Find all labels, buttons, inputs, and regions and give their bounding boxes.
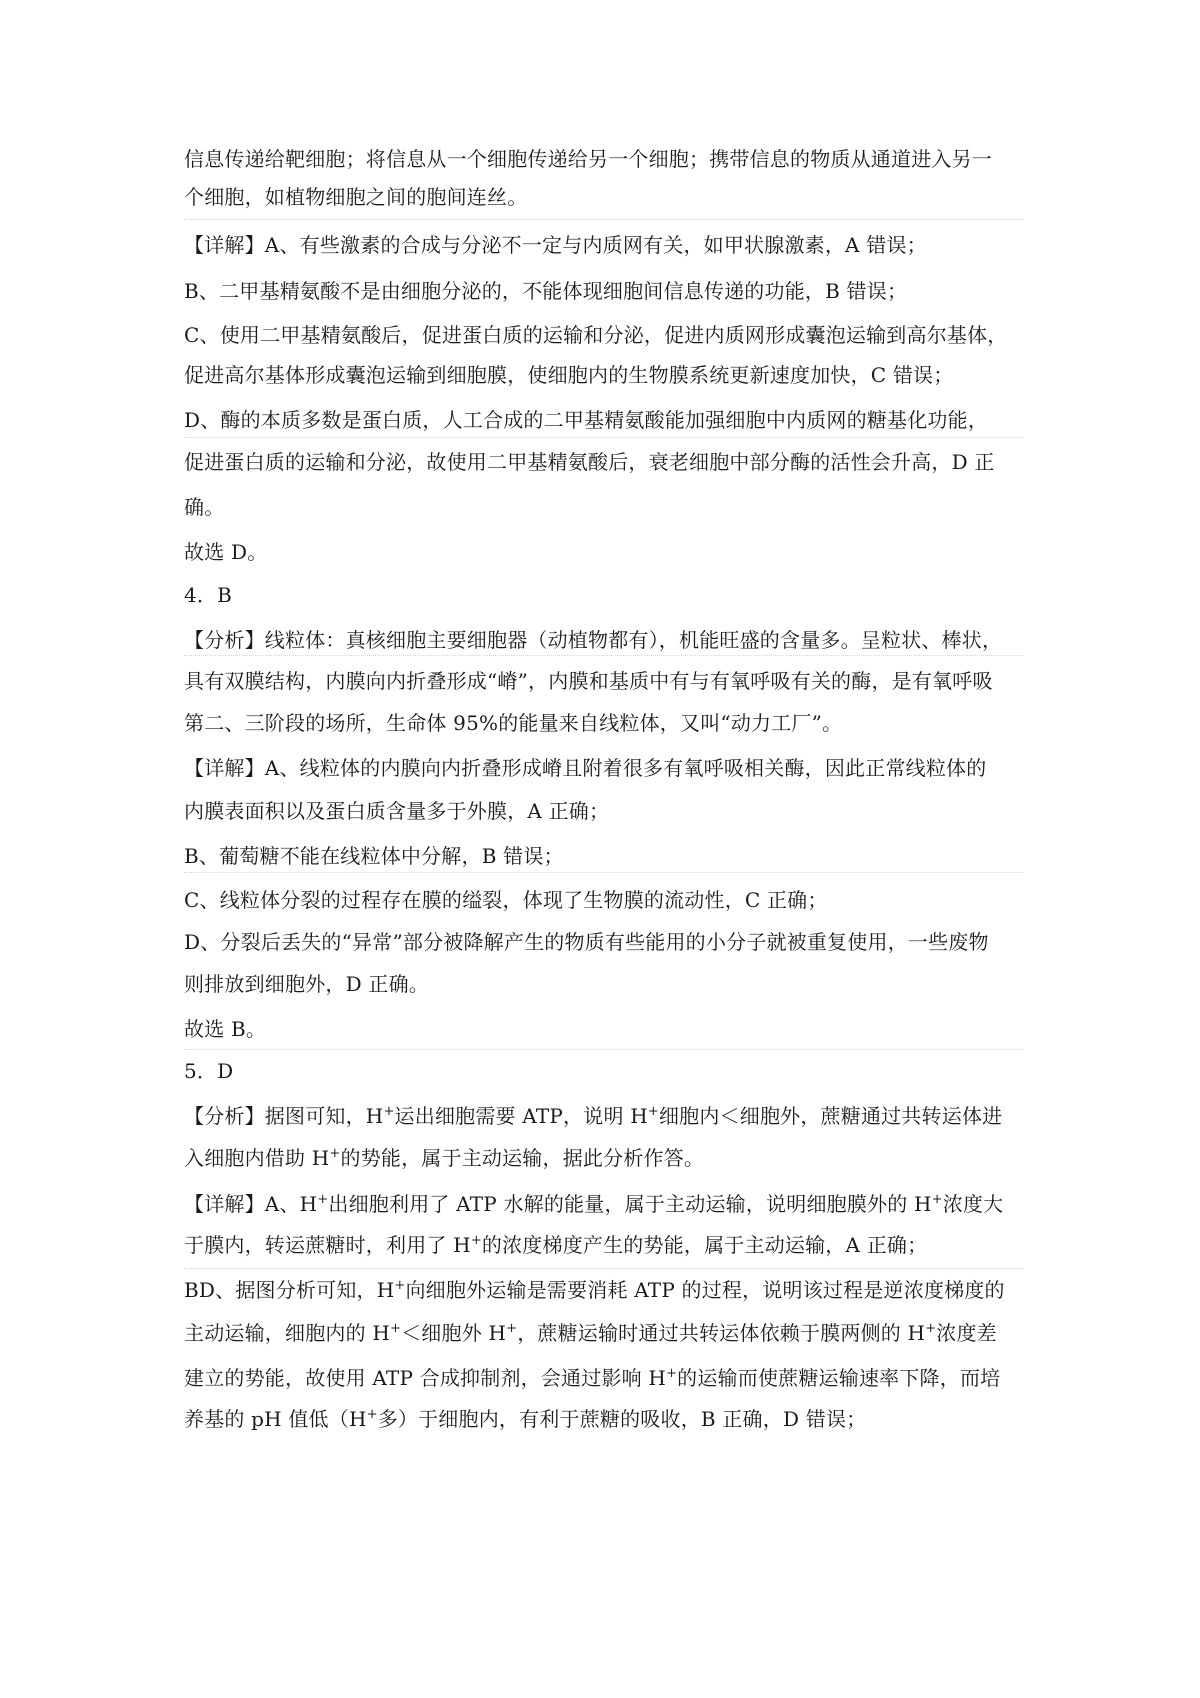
text-segment: 【详解】A、有些激素的合成与分泌不一定与内质网有关，如甲状腺激素，A 错误； bbox=[184, 233, 927, 257]
text-segment: 的势能，属于主动运输，据此分析作答。 bbox=[340, 1146, 705, 1170]
text-line bbox=[184, 232, 1024, 258]
text-line bbox=[184, 362, 1024, 388]
text-line bbox=[184, 755, 1024, 781]
text-segment: 促进蛋白质的运输和分泌，故使用二甲基精氨酸后，衰老细胞中部分酶的活性会升高，D 正 bbox=[184, 450, 995, 474]
superscript-charge: + bbox=[366, 1407, 378, 1422]
text-segment: 运出细胞需要 ATP，说明 H bbox=[394, 1104, 648, 1128]
text-segment: 4．B bbox=[184, 583, 233, 607]
text-line bbox=[184, 1320, 1024, 1346]
line-separator bbox=[184, 219, 1024, 220]
text-line bbox=[184, 1058, 1024, 1084]
line-separator bbox=[184, 437, 1024, 438]
text-line bbox=[184, 1277, 1024, 1303]
line-separator bbox=[184, 1049, 1024, 1050]
text-line bbox=[184, 278, 1024, 304]
text-segment: 建立的势能，故使用 ATP 合成抑制剂，会通过影响 H bbox=[184, 1366, 667, 1390]
text-segment: 出细胞利用了 ATP 水解的能量，属于主动运输，说明细胞膜外的 H bbox=[328, 1192, 932, 1216]
text-segment: 则排放到细胞外，D 正确。 bbox=[184, 972, 429, 996]
text-segment: 确。 bbox=[184, 495, 225, 519]
text-segment: 故选 B。 bbox=[184, 1017, 267, 1041]
text-line bbox=[184, 1406, 1024, 1432]
text-segment: 5．D bbox=[184, 1059, 234, 1083]
superscript-charge: + bbox=[470, 1233, 482, 1248]
text-line bbox=[184, 1191, 1024, 1217]
text-line bbox=[184, 184, 1024, 210]
text-segment: 【详解】A、线粒体的内膜向内折叠形成嵴且附着很多有氧呼吸相关酶，因此正常线粒体的 bbox=[184, 756, 987, 780]
text-segment: BD、据图分析可知，H bbox=[184, 1278, 395, 1302]
text-segment: ＜细胞外 H bbox=[401, 1321, 507, 1345]
superscript-charge: + bbox=[390, 1321, 402, 1336]
text-line bbox=[184, 929, 1024, 955]
superscript-charge: + bbox=[931, 1192, 943, 1207]
text-line bbox=[184, 582, 1024, 608]
text-segment: B、二甲基精氨酸不是由细胞分泌的，不能体现细胞间信息传递的功能，B 错误； bbox=[184, 279, 908, 303]
text-line bbox=[184, 627, 1024, 653]
superscript-charge: + bbox=[317, 1192, 329, 1207]
text-line bbox=[184, 798, 1024, 824]
text-segment: 【分析】据图可知，H bbox=[184, 1104, 384, 1128]
text-line bbox=[184, 494, 1024, 520]
line-separator bbox=[184, 1268, 1024, 1269]
text-segment: ，蔗糖运输时通过共转运体依赖于膜两侧的 H bbox=[517, 1321, 926, 1345]
text-segment: 个细胞，如植物细胞之间的胞间连丝。 bbox=[184, 185, 528, 209]
text-line bbox=[184, 1016, 1024, 1042]
text-segment: C、使用二甲基精氨酸后，促进蛋白质的运输和分泌，促进内质网形成囊泡运输到高尔基体， bbox=[184, 323, 1008, 347]
text-line bbox=[184, 668, 1024, 694]
superscript-charge: + bbox=[925, 1321, 937, 1336]
text-segment: 浓度差 bbox=[936, 1321, 997, 1345]
text-segment: 主动运输，细胞内的 H bbox=[184, 1321, 390, 1345]
text-line bbox=[184, 971, 1024, 997]
text-segment: 【详解】A、H bbox=[184, 1192, 318, 1216]
text-segment: D、分裂后丢失的“异常”部分被降解产生的物质有些能用的小分子就被重复使用，一些废物 bbox=[184, 930, 989, 954]
text-segment: B、葡萄糖不能在线粒体中分解，B 错误； bbox=[184, 844, 564, 868]
text-segment: 入细胞内借助 H bbox=[184, 1146, 330, 1170]
text-line bbox=[184, 1365, 1024, 1391]
superscript-charge: + bbox=[394, 1278, 406, 1293]
text-line bbox=[184, 322, 1024, 348]
superscript-charge: + bbox=[666, 1366, 678, 1381]
text-line bbox=[184, 1103, 1024, 1129]
superscript-charge: + bbox=[383, 1104, 395, 1119]
text-line bbox=[184, 539, 1024, 565]
superscript-charge: + bbox=[647, 1104, 659, 1119]
text-segment: C、线粒体分裂的过程存在膜的缢裂，体现了生物膜的流动性，C 正确； bbox=[184, 888, 828, 912]
text-line bbox=[184, 1232, 1024, 1258]
text-line bbox=[184, 146, 1024, 172]
text-segment: 第二、三阶段的场所，生命体 95%的能量来自线粒体，又叫“动力工厂”。 bbox=[184, 711, 843, 735]
text-segment: 的运输而使蔗糖运输速率下降，而培 bbox=[677, 1366, 1001, 1390]
line-separator bbox=[184, 872, 1024, 873]
text-line bbox=[184, 407, 1024, 433]
text-segment: 浓度大 bbox=[942, 1192, 1004, 1216]
text-line bbox=[184, 1145, 1024, 1171]
text-segment: 的浓度梯度产生的势能，属于主动运输，A 正确； bbox=[481, 1233, 928, 1257]
text-segment: 具有双膜结构，内膜向内折叠形成“嵴”，内膜和基质中有与有氧呼吸有关的酶，是有氧呼吸 bbox=[184, 669, 993, 693]
text-line bbox=[184, 710, 1024, 736]
text-segment: 内膜表面积以及蛋白质含量多于外膜，A 正确； bbox=[184, 799, 610, 823]
text-segment: D、酶的本质多数是蛋白质，人工合成的二甲基精氨酸能加强细胞中内质网的糖基化功能， bbox=[184, 408, 989, 432]
text-segment: 养基的 pH 值低（H bbox=[184, 1407, 367, 1431]
text-segment: 于膜内，转运蔗糖时，利用了 H bbox=[184, 1233, 471, 1257]
text-segment: 细胞内＜细胞外，蔗糖通过共转运体进 bbox=[658, 1104, 1003, 1128]
line-separator bbox=[184, 655, 1024, 656]
text-segment: 信息传递给靶细胞；将信息从一个细胞传递给另一个细胞；携带信息的物质从通道进入另一 bbox=[184, 147, 992, 171]
superscript-charge: + bbox=[506, 1321, 518, 1336]
text-segment: 多）于细胞内，有利于蔗糖的吸收，B 正确，D 错误； bbox=[377, 1407, 867, 1431]
text-segment: 促进高尔基体形成囊泡运输到细胞膜，使细胞内的生物膜系统更新速度加快，C 错误； bbox=[184, 363, 954, 387]
text-line bbox=[184, 887, 1024, 913]
text-segment: 【分析】线粒体：真核细胞主要细胞器（动植物都有），机能旺盛的含量多。呈粒状、棒状， bbox=[184, 628, 1003, 652]
superscript-charge: + bbox=[329, 1146, 341, 1161]
text-line bbox=[184, 449, 1024, 475]
text-segment: 故选 D。 bbox=[184, 540, 268, 564]
text-line bbox=[184, 843, 1024, 869]
text-segment: 向细胞外运输是需要消耗 ATP 的过程，说明该过程是逆浓度梯度的 bbox=[405, 1278, 1005, 1302]
